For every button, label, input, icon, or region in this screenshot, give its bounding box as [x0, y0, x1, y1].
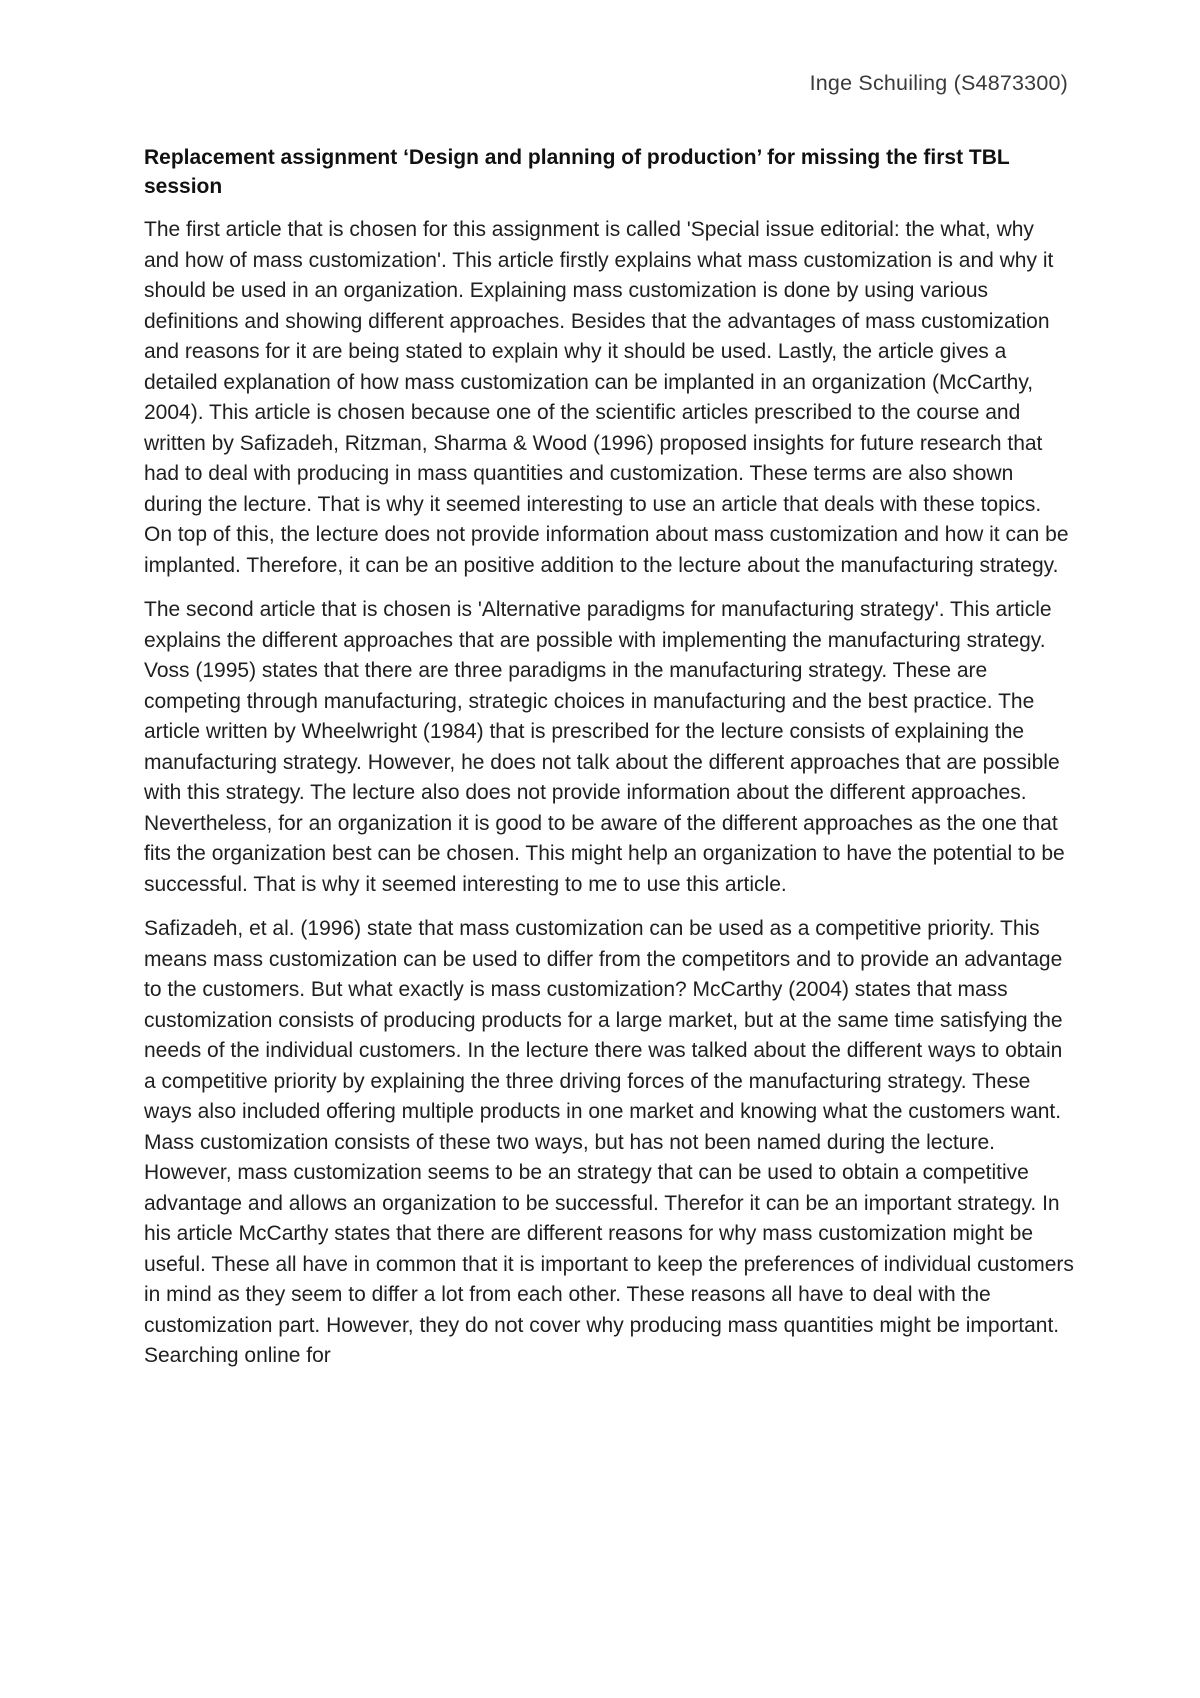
paragraph-2: The second article that is chosen is 'Alternative paradigms for manufacturing strategy'. This article explains the different approaches that are possible with implementing the manufacturing strategy. Voss (1995) states that there are three paradigms in the manufacturing strategy. These are competing through manufacturing, strategic choices in manufacturing and the best practice. The article written by Wheelwright (1984) that is prescribed for the lecture consists of explaining the manufacturing strategy. However, he does not talk about the different approaches that are possible with this strategy. The lecture also does not provide information about the different approaches. Nevertheless, for an organization it is good to be aware of the different approaches as the one that fits the organization best can be chosen. This might help an organization to have the potential to be successful. That is why it seemed interesting to me to use this article.: [144, 598, 1065, 896]
document-title: Replacement assignment ‘Design and planning of production’ for missing the first TBL session: [144, 146, 1010, 198]
document-body: [144, 143, 1074, 1386]
paragraph-1: The first article that is chosen for this assignment is called 'Special issue editorial: the what, why and how of mass customization'. This article firstly explains what mass customization is and why it should be used in an organization. Explaining mass customization is done by using various definitions and showing different approaches. Besides that the advantages of mass customization and reasons for it are being stated to explain why it should be used. Lastly, the article gives a detailed explanation of how mass customization can be implanted in an organization (McCarthy, 2004). This article is chosen because one of the scientific articles prescribed to the course and written by Safizadeh, Ritzman, Sharma & Wood (1996) proposed insights for future research that had to deal with producing in mass quantities and customization. These terms are also shown during the lecture. That is why it seemed interesting to use an article that deals with these topics. On top of this, the lecture does not provide information about mass customization and how it can be implanted. Therefore, it can be an positive addition to the lecture about the manufacturing strategy.: [144, 218, 1069, 577]
author-header: Inge Schuiling (S4873300): [809, 71, 1068, 95]
paragraph-3: Safizadeh, et al. (1996) state that mass customization can be used as a competitive priority. This means mass customization can be used to differ from the competitors and to provide an advantage to the customers. But what exactly is mass customization? McCarthy (2004) states that mass customization consists of producing products for a large market, but at the same time satisfying the needs of the individual customers. In the lecture there was talked about the different ways to obtain a competitive priority by explaining the three driving forces of the manufacturing strategy. These ways also included offering multiple products in one market and knowing what the customers want. Mass customization consists of these two ways, but has not been named during the lecture. However, mass customization seems to be an strategy that can be used to obtain a competitive advantage and allows an organization to be successful. Therefor it can be an important strategy. In his article McCarthy states that there are different reasons for why mass customization might be useful. These all have in common that it is important to keep the preferences of individual customers in mind as they seem to differ a lot from each other. These reasons all have to deal with the customization part. However, they do not cover why producing mass quantities might be important. Searching online for: [144, 917, 1074, 1367]
